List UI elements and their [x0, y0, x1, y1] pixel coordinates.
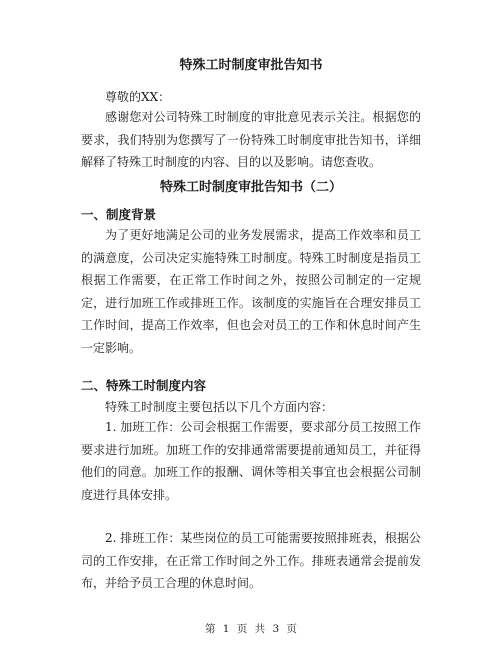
intro-paragraph: 感谢您对公司特殊工时制度的审批意见表示关注。根据您的要求，我们特别为您撰写了一份特殊工时制度审批告知书，详细解释了特殊工时制度的内容、目的以及影响。请您查收。: [81, 110, 421, 169]
page-footer: 第 1 页 共 3 页: [204, 623, 298, 635]
document-title: 特殊工时制度审批告知书: [179, 58, 323, 73]
list-item-overtime: 1. 加班工作：公司会根据工作需要，要求部分员工按照工作要求进行加班。加班工作的安排通常需要提前通知员工，并征得他们的同意。加班工作的报酬、调休等相关事宜也会根据公司制度进行具体安排。: [81, 420, 421, 502]
section-heading-background: 一、制度背景: [81, 207, 157, 222]
section-heading-content: 二、特殊工时制度内容: [81, 378, 207, 393]
salutation: 尊敬的XX：: [105, 90, 171, 104]
section-content-lead: 特殊工时制度主要包括以下几个方面内容：: [105, 400, 334, 414]
section-background-paragraph: 为了更好地满足公司的业务发展需求，提高工作效率和员工的满意度，公司决定实施特殊工时制度。特殊工时制度是指员工根据工作需要，在正常工作时间之外，按照公司制定的一定规定，进行加班工作或排班工作。该制度的实施旨在合理安排员工工作时间，提高工作效率，但也会对员工的工作和休息时间产生一定影响。: [81, 228, 421, 355]
list-item-shift: 2. 排班工作：某些岗位的员工可能需要按照排班表，根据公司的工作安排，在正常工作时间之外工作。排班表通常会提前发布，并给予员工合理的休息时间。: [81, 531, 421, 590]
document-subtitle: 特殊工时制度审批告知书（二）: [159, 180, 342, 195]
